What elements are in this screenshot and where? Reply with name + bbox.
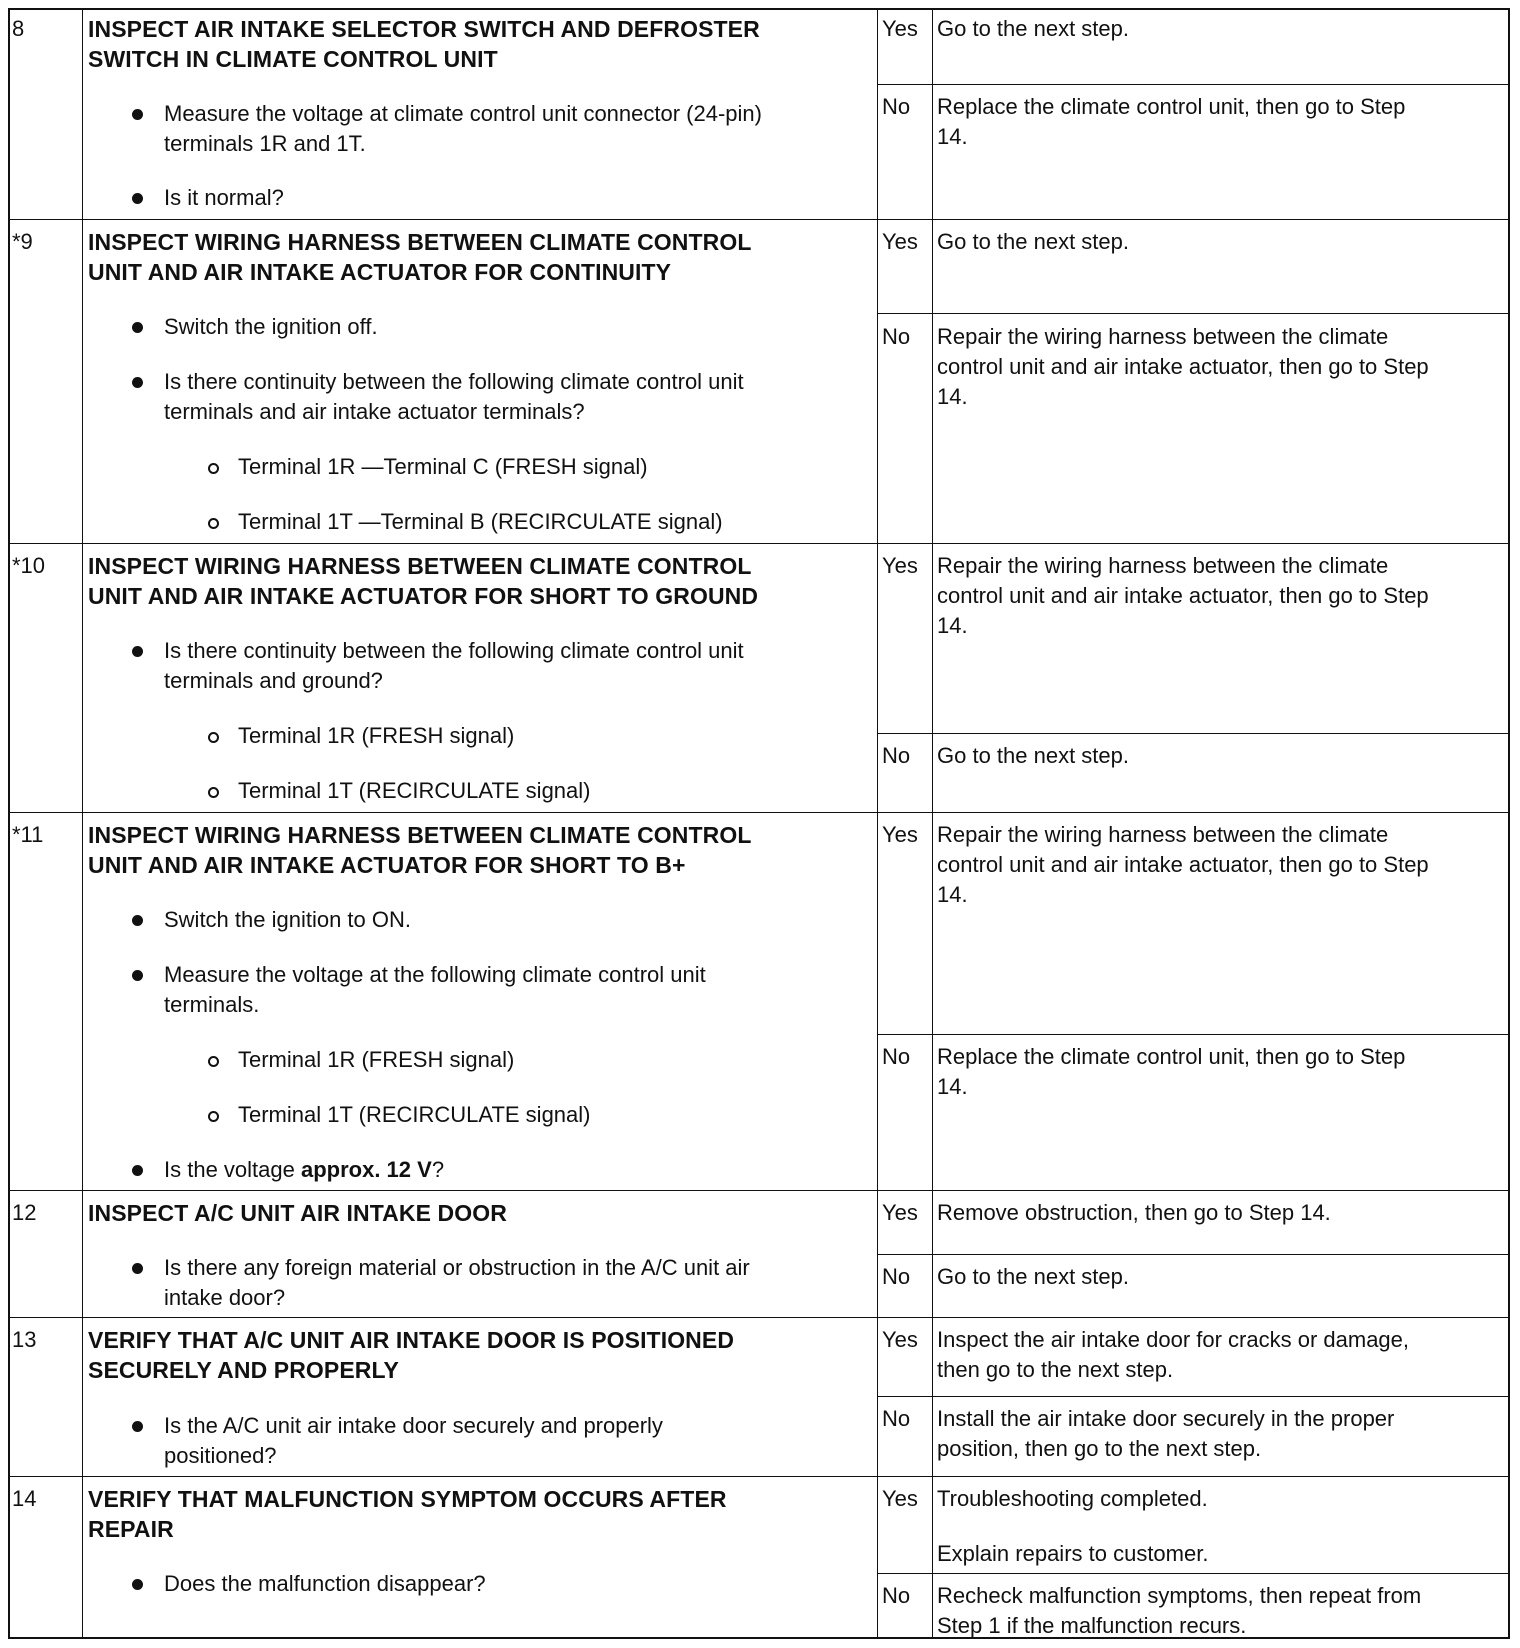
result-label-yes: Yes	[882, 1327, 918, 1352]
step-number: 14	[12, 1486, 37, 1511]
result-action	[937, 14, 1129, 44]
row-divider	[8, 219, 1510, 220]
action-line: Replace the climate control unit, then go to Step	[937, 1044, 1406, 1069]
bullet-line: terminals.	[164, 992, 260, 1017]
step-title-line: SWITCH IN CLIMATE CONTROL UNIT	[88, 46, 498, 72]
bullet-dot-icon	[132, 970, 143, 981]
action-line: Recheck malfunction symptoms, then repeat from	[937, 1583, 1422, 1608]
result-action	[937, 92, 1405, 152]
result-label-no: No	[882, 743, 911, 768]
bullet-line: Does the malfunction disappear?	[164, 1571, 486, 1596]
subitem-text: Terminal 1T (RECIRCULATE signal)	[238, 1102, 591, 1127]
bullet-dot-icon	[132, 109, 143, 120]
circle-bullet-icon	[208, 463, 219, 474]
subitem-text: Terminal 1R —Terminal C (FRESH signal)	[238, 454, 648, 479]
circle-bullet-icon	[208, 1056, 219, 1067]
bullet-dot-icon	[132, 915, 143, 926]
action-line: Remove obstruction, then go to Step 14.	[937, 1200, 1331, 1225]
result-divider	[877, 1034, 1510, 1035]
result-action	[937, 1042, 1405, 1102]
action-line: 14.	[937, 1074, 968, 1099]
action-line: 14.	[937, 124, 968, 149]
step-title-line: UNIT AND AIR INTAKE ACTUATOR FOR SHORT TO B+	[88, 852, 686, 878]
subitem-text: Terminal 1R (FRESH signal)	[238, 1047, 515, 1072]
subitem-text: Terminal 1T —Terminal B (RECIRCULATE signal)	[238, 509, 723, 534]
action-line: Go to the next step.	[937, 16, 1130, 41]
bullet-line: Measure the voltage at climate control unit connector (24-pin)	[164, 101, 762, 126]
result-action	[937, 1198, 1331, 1228]
action-line: Explain repairs to customer.	[937, 1541, 1209, 1566]
bullet-line: positioned?	[164, 1443, 277, 1468]
result-action	[937, 322, 1429, 412]
result-label-yes: Yes	[882, 1486, 918, 1511]
action-line: Go to the next step.	[937, 1264, 1130, 1289]
step-title-line: VERIFY THAT MALFUNCTION SYMPTOM OCCURS AFTER	[88, 1486, 727, 1512]
result-action	[937, 741, 1129, 771]
step-title-line: INSPECT WIRING HARNESS BETWEEN CLIMATE CONTROL	[88, 822, 752, 848]
row-divider	[8, 1476, 1510, 1477]
result-action	[937, 820, 1429, 910]
step-number: 13	[12, 1327, 37, 1352]
step-title-line: REPAIR	[88, 1516, 174, 1542]
bullet-line: terminals 1R and 1T.	[164, 131, 366, 156]
result-divider	[877, 1396, 1510, 1397]
bullet-line: Is there continuity between the following climate control unit	[164, 638, 744, 663]
bullet-emphasis: approx. 12 V	[300, 1157, 432, 1182]
circle-bullet-icon	[208, 518, 219, 529]
step-title-line: INSPECT WIRING HARNESS BETWEEN CLIMATE CONTROL	[88, 229, 752, 255]
row-divider	[8, 1190, 1510, 1191]
action-line: 14.	[937, 384, 968, 409]
bullet-dot-icon	[132, 377, 143, 388]
bullet-dot-icon	[132, 646, 143, 657]
action-line: control unit and air intake actuator, then go to Step	[937, 852, 1429, 877]
step-title-line: UNIT AND AIR INTAKE ACTUATOR FOR CONTINUITY	[88, 259, 672, 285]
step-number: 12	[12, 1200, 37, 1225]
step-title-line: VERIFY THAT A/C UNIT AIR INTAKE DOOR IS POSITIONED	[88, 1327, 735, 1353]
action-line: Troubleshooting completed.	[937, 1486, 1208, 1511]
action-line: control unit and air intake actuator, then go to Step	[937, 354, 1429, 379]
step-title	[88, 1484, 727, 1544]
bullet-line: Switch the ignition to ON.	[164, 907, 412, 932]
result-label-yes: Yes	[882, 16, 918, 41]
bullet-line: terminals and ground?	[164, 668, 383, 693]
action-line: 14.	[937, 613, 968, 638]
action-line: Replace the climate control unit, then go to Step	[937, 94, 1406, 119]
step-number: *9	[12, 229, 33, 254]
bullet-dot-icon	[132, 1263, 143, 1274]
subitem-text: Terminal 1T (RECIRCULATE signal)	[238, 778, 591, 803]
step-number: 8	[12, 16, 25, 41]
result-label-no: No	[882, 94, 911, 119]
result-action	[937, 551, 1429, 641]
step-number: *11	[12, 822, 44, 847]
column-divider	[82, 8, 83, 1639]
result-action	[937, 1581, 1421, 1641]
bullet-dot-icon	[132, 1421, 143, 1432]
step-number: *10	[12, 553, 46, 578]
bullet-line: Measure the voltage at the following climate control unit	[164, 962, 706, 987]
result-label-yes: Yes	[882, 1200, 918, 1225]
step-title-line: INSPECT WIRING HARNESS BETWEEN CLIMATE CONTROL	[88, 553, 752, 579]
result-label-no: No	[882, 1264, 911, 1289]
result-label-no: No	[882, 1583, 911, 1608]
action-line: Inspect the air intake door for cracks or damage,	[937, 1327, 1410, 1352]
result-label-yes: Yes	[882, 553, 918, 578]
result-label-no: No	[882, 324, 911, 349]
bullet-line: Is there any foreign material or obstruction in the A/C unit air	[164, 1255, 750, 1280]
step-title-line: UNIT AND AIR INTAKE ACTUATOR FOR SHORT TO GROUND	[88, 583, 759, 609]
action-line: Go to the next step.	[937, 743, 1130, 768]
result-divider	[877, 313, 1510, 314]
step-title	[88, 227, 752, 287]
result-label-no: No	[882, 1406, 911, 1431]
action-line: position, then go to the next step.	[937, 1436, 1262, 1461]
bullet-dot-icon	[132, 193, 143, 204]
action-line: control unit and air intake actuator, then go to Step	[937, 583, 1429, 608]
bullet-dot-icon	[132, 1579, 143, 1590]
action-line: Repair the wiring harness between the climate	[937, 324, 1389, 349]
result-label-yes: Yes	[882, 229, 918, 254]
action-line: Repair the wiring harness between the climate	[937, 553, 1389, 578]
result-divider	[877, 1573, 1510, 1574]
result-divider	[877, 84, 1510, 85]
step-title	[88, 1325, 734, 1385]
step-title	[88, 1198, 507, 1228]
result-action	[937, 1325, 1409, 1385]
step-title-line: INSPECT A/C UNIT AIR INTAKE DOOR	[88, 1200, 507, 1226]
action-line: then go to the next step.	[937, 1357, 1174, 1382]
result-action	[937, 1404, 1394, 1464]
step-title-line: SECURELY AND PROPERLY	[88, 1357, 399, 1383]
step-title-line: INSPECT AIR INTAKE SELECTOR SWITCH AND DEFROSTER	[88, 16, 760, 42]
step-title	[88, 820, 752, 880]
row-divider	[8, 812, 1510, 813]
result-divider	[877, 1254, 1510, 1255]
bullet-line: Is there continuity between the following climate control unit	[164, 369, 744, 394]
row-divider	[8, 543, 1510, 544]
column-divider	[877, 8, 878, 1639]
subitem-text: Terminal 1R (FRESH signal)	[238, 723, 515, 748]
action-line: Install the air intake door securely in the proper	[937, 1406, 1395, 1431]
bullet-text: Is the voltage	[164, 1157, 301, 1182]
result-label-yes: Yes	[882, 822, 918, 847]
result-action	[937, 1484, 1208, 1514]
action-line: Repair the wiring harness between the climate	[937, 822, 1389, 847]
bullet-line: Is the A/C unit air intake door securely and properly	[164, 1413, 663, 1438]
action-line: Step 1 if the malfunction recurs.	[937, 1613, 1247, 1638]
bullet-line: Is it normal?	[164, 185, 284, 210]
bullet-text: ?	[431, 1157, 445, 1182]
action-line: Go to the next step.	[937, 229, 1130, 254]
step-title	[88, 14, 760, 74]
result-label-no: No	[882, 1044, 911, 1069]
bullet-line: terminals and air intake actuator terminals?	[164, 399, 585, 424]
bullet-line: intake door?	[164, 1285, 286, 1310]
result-divider	[877, 733, 1510, 734]
action-line: 14.	[937, 882, 968, 907]
column-divider	[932, 8, 933, 1639]
circle-bullet-icon	[208, 1111, 219, 1122]
bullet-line: Switch the ignition off.	[164, 314, 378, 339]
result-note	[937, 1539, 1208, 1569]
circle-bullet-icon	[208, 732, 219, 743]
result-action	[937, 1262, 1129, 1292]
row-divider	[8, 1317, 1510, 1318]
bullet-dot-icon	[132, 322, 143, 333]
circle-bullet-icon	[208, 787, 219, 798]
result-action	[937, 227, 1129, 257]
step-title	[88, 551, 758, 611]
bullet-dot-icon	[132, 1165, 143, 1176]
